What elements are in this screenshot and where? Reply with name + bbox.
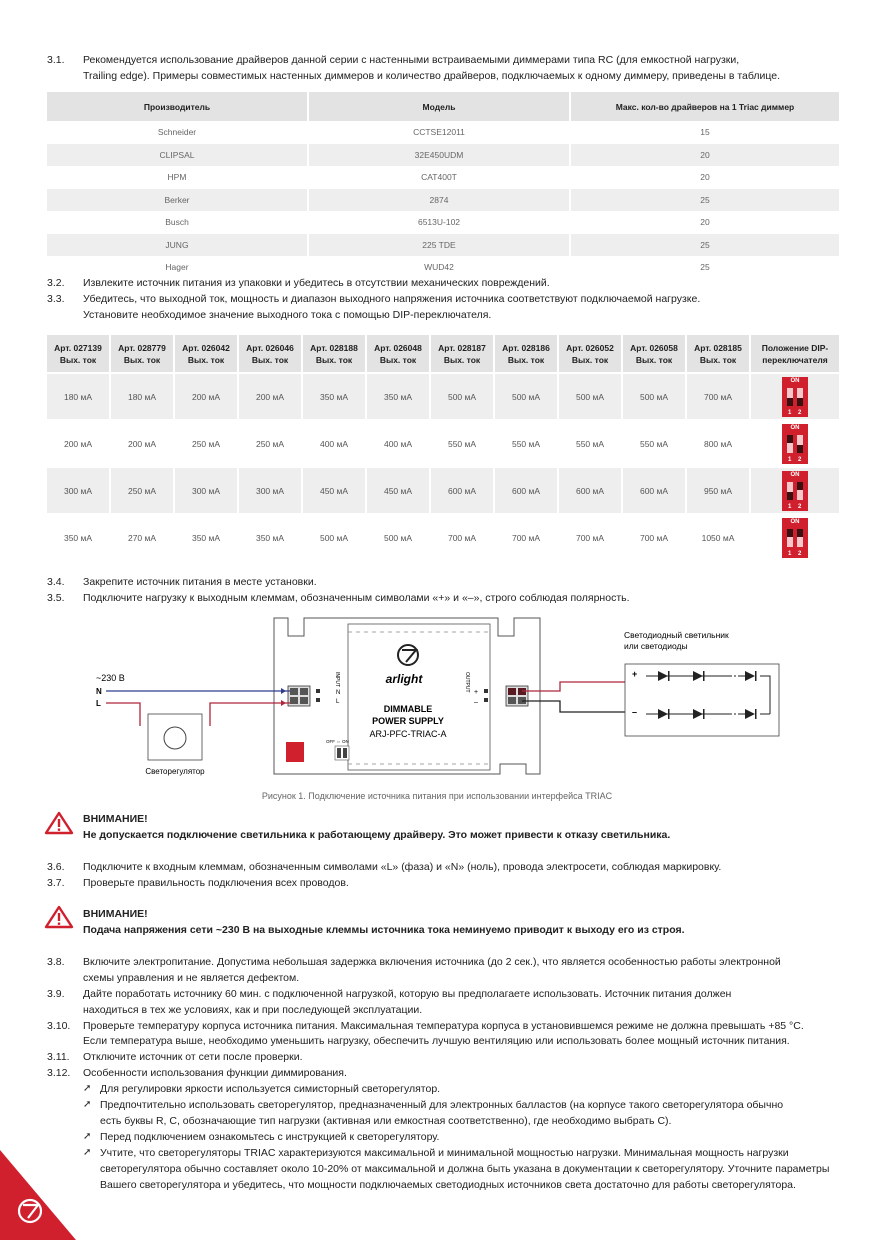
- table-cell: 20: [700, 172, 710, 183]
- table-cell: Schneider: [157, 127, 197, 138]
- section-number: 3.9.: [47, 988, 65, 1000]
- paragraph-line: Подключите нагрузку к выходным клеммам, обозначенным символами «+» и «–», строго соблюдая полярность.: [83, 592, 630, 604]
- table-cell: 200 мА: [239, 374, 301, 419]
- neutral-label: N: [96, 687, 102, 696]
- warning-title: ВНИМАНИЕ!: [83, 813, 148, 825]
- column-header-line: Арт. 026048: [374, 342, 422, 353]
- column-header: Модель: [309, 92, 569, 121]
- table-row: [47, 166, 839, 189]
- table-row: [47, 515, 839, 560]
- output-label: OUTPUT: [464, 672, 470, 693]
- table-cell: 350 мА: [303, 374, 365, 419]
- dip-position-cell: [751, 468, 839, 513]
- column-header-line: Арт. 026058: [630, 342, 678, 353]
- column-header-line: Вых. ток: [699, 354, 737, 365]
- dip-position-cell: [751, 515, 839, 560]
- warning-icon: [44, 905, 74, 929]
- table-row: [47, 374, 839, 419]
- table-cell: 6513U-102: [417, 217, 461, 228]
- table-cell: 350 мА: [191, 532, 221, 543]
- table-cell: 25: [571, 234, 839, 257]
- column-header-line: Вых. ток: [251, 354, 289, 365]
- dip-switch-icon: [782, 424, 808, 464]
- paragraph-line: Включите электропитание. Допустима небольшая задержка включения источника (до 2 сек.), что является особенностью работы электронной: [83, 956, 781, 968]
- paragraph-line: Если температура выше, необходимо уменьшить нагрузку, обеспечить лучшую вентиляцию или использовать более мощный источник питания.: [83, 1035, 790, 1047]
- table-cell: 550 мА: [575, 438, 605, 449]
- dimmer-compatibility-table: [45, 92, 841, 279]
- table-cell: 600 мА: [495, 468, 557, 513]
- column-header-line: Вых. ток: [571, 354, 609, 365]
- paragraph-line: Проверьте правильность подключения всех проводов.: [83, 877, 349, 889]
- table-cell: 500 мА: [623, 374, 685, 419]
- dip-switch-icon: [782, 471, 808, 511]
- warning-title: ВНИМАНИЕ!: [83, 908, 148, 920]
- table-cell: 200 мА: [175, 374, 237, 419]
- table-cell: 400 мА: [383, 438, 413, 449]
- dip-switch-icon: [782, 518, 808, 558]
- section-number: 3.2.: [47, 277, 65, 289]
- paragraph-line: Рекомендуется использование драйверов данной серии с настенными встраиваемыми диммерами типа RC (для емкостной нагрузки,: [83, 54, 740, 66]
- brand-label: arlight: [385, 672, 423, 686]
- table-cell: 950 мА: [687, 468, 749, 513]
- table-cell: 25: [571, 189, 839, 212]
- column-header: [431, 335, 493, 372]
- bullet-text: Перед подключением ознакомьтесь с инструкцией к светорегулятору.: [100, 1131, 440, 1143]
- input-l-label: L: [336, 699, 340, 705]
- section-number: 3.7.: [47, 877, 65, 889]
- column-header-line: Вых. ток: [507, 354, 545, 365]
- mains-label: ~230 В: [96, 673, 125, 683]
- column-header: [367, 335, 429, 372]
- dip-number: 2: [798, 550, 802, 557]
- paragraph-line: Закрепите источник питания в месте установки.: [83, 576, 317, 588]
- column-header-line: Арт. 028187: [438, 342, 486, 353]
- column-header-line: Вых. ток: [635, 354, 673, 365]
- table-cell: 20: [700, 217, 710, 228]
- table-cell: 350 мА: [367, 374, 429, 419]
- column-header-line: Вых. ток: [123, 354, 161, 365]
- dip-on-label: ON: [790, 471, 800, 478]
- column-header-line: Вых. ток: [59, 354, 97, 365]
- section-number: 3.8.: [47, 956, 65, 968]
- column-header-line: Арт. 026046: [246, 342, 294, 353]
- led-minus-label: –: [632, 707, 638, 717]
- section-number: 3.10.: [47, 1020, 71, 1032]
- table-cell: 300 мА: [47, 468, 109, 513]
- table-cell: 15: [700, 127, 710, 138]
- column-header: Производитель: [47, 92, 307, 121]
- column-header-line: Положение DIP-: [761, 342, 829, 353]
- table-cell: 200 мА: [127, 438, 157, 449]
- section-number: 3.6.: [47, 861, 65, 873]
- input-label: INPUT: [334, 672, 340, 687]
- paragraph-line: Извлеките источник питания из упаковки и убедитесь в отсутствии механических повреждений.: [83, 277, 550, 289]
- column-header-line: Арт. 026052: [566, 342, 614, 353]
- table-row: [47, 211, 839, 234]
- dip-switch-icon: [782, 377, 808, 417]
- table-cell: Busch: [165, 217, 189, 228]
- warning-icon: [44, 811, 74, 835]
- led-title: или светодиоды: [624, 641, 688, 651]
- dip-number: 1: [788, 550, 792, 557]
- column-header: [175, 335, 237, 372]
- column-header: [623, 335, 685, 372]
- paragraph-line: Убедитесь, что выходной ток, мощность и диапазон выходного напряжения источника соответствуют подключаемой нагрузке.: [83, 293, 701, 305]
- column-header: [111, 335, 173, 372]
- table-cell: 500 мА: [495, 374, 557, 419]
- paragraph-line: Установите необходимое значение выходного тока с помощью DIP-переключателя.: [83, 309, 492, 321]
- column-header-line: Арт. 026042: [182, 342, 230, 353]
- bullet-text: Учтите, что светорегуляторы TRIAC характеризуются максимальной и минимальной мощностью нагрузки. Минимальная мощность нагрузки: [100, 1147, 789, 1159]
- column-header: [47, 335, 109, 372]
- table-header-row: [47, 335, 839, 372]
- table-cell: 550 мА: [511, 438, 541, 449]
- device-title: POWER SUPPLY: [372, 716, 444, 726]
- table-cell: 250 мА: [111, 468, 173, 513]
- table-cell: 300 мА: [175, 468, 237, 513]
- column-header-line: переключателя: [762, 354, 828, 365]
- dip-number: 1: [788, 409, 792, 416]
- table-cell: Berker: [47, 189, 307, 212]
- table-cell: 700 мА: [687, 374, 749, 419]
- table-cell: 700 мА: [575, 532, 605, 543]
- table-cell: 25: [700, 262, 710, 273]
- column-header: [239, 335, 301, 372]
- paragraph-line: Trailing edge). Примеры совместимых настенных диммеров и количество драйверов, подключаемых к одному диммеру, приведены в таблице.: [83, 70, 781, 82]
- section-number: 3.12.: [47, 1067, 71, 1079]
- table-cell: 700 мА: [447, 532, 477, 543]
- table-row: [47, 234, 839, 257]
- bullet-text: Для регулировки яркости используется симисторный светорегулятор.: [100, 1083, 441, 1095]
- dip-off-on-label: OFF ⇔ ON: [326, 739, 349, 744]
- section-number: 3.4.: [47, 576, 65, 588]
- warning-text: Не допускается подключение светильника к работающему драйверу. Это может привести к отказу светильника.: [83, 829, 671, 841]
- table-cell: WUD42: [424, 262, 454, 273]
- table-cell: 500 мА: [559, 374, 621, 419]
- figure-caption: Рисунок 1. Подключение источника питания при использовании интерфейса TRIAC: [261, 791, 613, 801]
- table-cell: 600 мА: [623, 468, 685, 513]
- dip-number: 2: [798, 503, 802, 510]
- section-number: 3.3.: [47, 293, 65, 305]
- dip-on-label: ON: [790, 518, 800, 525]
- table-cell: 270 мА: [127, 532, 157, 543]
- dip-number: 1: [788, 503, 792, 510]
- bullet-text: есть буквы R, C, обозначающие тип нагрузки (активная или емкостная соответственно), где необходимо выбрать C).: [100, 1115, 672, 1127]
- column-header-line: Вых. ток: [315, 354, 353, 365]
- bullet-arrow-icon: ➚: [83, 1147, 92, 1158]
- output-plus-label: +: [474, 689, 479, 696]
- table-cell: 550 мА: [447, 438, 477, 449]
- column-header: [495, 335, 557, 372]
- column-header-line: Арт. 028186: [502, 342, 550, 353]
- bullet-text: светорегулятора обычно составляет около 10-20% от максимальной и должна быть указана в документации к светорегулятору. Уточните параметры: [100, 1163, 830, 1175]
- column-header-line: Арт. 028779: [118, 342, 166, 353]
- column-header-line: Арт. 028188: [310, 342, 358, 353]
- dimmer-label: Светорегулятор: [145, 767, 205, 776]
- table-cell: CAT400T: [421, 172, 457, 183]
- section-number: 3.1.: [47, 54, 65, 66]
- column-header-line: Вых. ток: [443, 354, 481, 365]
- column-header-line: Вых. ток: [187, 354, 225, 365]
- table-cell: 200 мА: [63, 438, 93, 449]
- line-label: L: [96, 699, 101, 708]
- dip-number: 1: [788, 456, 792, 463]
- device-title: DIMMABLE: [383, 704, 433, 714]
- bullet-text: Предпочтительно использовать светорегулятор, предназначенный для электронных балластов (на корпусе такого светорегулятора обычно: [100, 1099, 784, 1111]
- table-row: [47, 468, 839, 513]
- table-cell: 600 мА: [559, 468, 621, 513]
- table-cell: 450 мА: [367, 468, 429, 513]
- paragraph-line: схемы управления и не является дефектом.: [83, 972, 300, 984]
- table-cell: 250 мА: [191, 438, 221, 449]
- table-cell: 180 мА: [111, 374, 173, 419]
- table-cell: 700 мА: [639, 532, 669, 543]
- table-header-row: [47, 92, 839, 121]
- table-cell: 225 TDE: [309, 234, 569, 257]
- table-cell: 400 мА: [319, 438, 349, 449]
- table-cell: 250 мА: [255, 438, 285, 449]
- table-row: [47, 421, 839, 466]
- column-header-line: Вых. ток: [379, 354, 417, 365]
- dip-number: 2: [798, 456, 802, 463]
- table-cell: 600 мА: [431, 468, 493, 513]
- table-cell: 350 мА: [255, 532, 285, 543]
- input-n-label: N: [336, 690, 341, 696]
- table-cell: HPM: [167, 172, 187, 183]
- table-cell: 550 мА: [639, 438, 669, 449]
- table-cell: CCTSE12011: [413, 127, 465, 138]
- paragraph-line: Дайте поработать источнику 60 мин. с подключенной нагрузкой, которую вы предполагаете использовать. Источник питания должен: [83, 988, 732, 1000]
- bullet-arrow-icon: ➚: [83, 1083, 92, 1094]
- paragraph-line: Особенности использования функции диммирования.: [83, 1067, 347, 1079]
- paragraph-line: Подключите к входным клеммам, обозначенным символами «L» (фаза) и «N» (ноль), провода электросети, соблюдая маркировку.: [83, 861, 722, 873]
- dip-switch-icon: [286, 742, 304, 762]
- column-header: Макс. кол-во драйверов на 1 Triac диммер: [571, 92, 839, 121]
- section-number: 3.5.: [47, 592, 65, 604]
- device-model: ARJ-PFC-TRIAC-A: [369, 729, 447, 739]
- table-cell: 32E450UDM: [309, 144, 569, 167]
- table-cell: 800 мА: [703, 438, 733, 449]
- table-cell: 700 мА: [511, 532, 541, 543]
- bullet-arrow-icon: ➚: [83, 1099, 92, 1110]
- table-cell: 300 мА: [239, 468, 301, 513]
- table-cell: 20: [571, 144, 839, 167]
- dip-number: 2: [798, 409, 802, 416]
- table-cell: 2874: [309, 189, 569, 212]
- dip-on-label: ON: [790, 424, 800, 431]
- table-cell: JUNG: [47, 234, 307, 257]
- column-header: [687, 335, 749, 372]
- table-row: [47, 144, 839, 167]
- led-title: Светодиодный светильник: [624, 630, 729, 640]
- column-header: [559, 335, 621, 372]
- paragraph-line: Проверьте температуру корпуса источника питания. Максимальная температура корпуса в установившемся режиме не должна превышать +85 °С.: [83, 1020, 804, 1032]
- table-cell: 500 мА: [431, 374, 493, 419]
- output-minus-label: –: [474, 699, 478, 706]
- column-header: [303, 335, 365, 372]
- line-wire: [106, 703, 140, 726]
- column-header-line: Арт. 027139: [54, 342, 102, 353]
- table-cell: 1050 мА: [701, 532, 735, 543]
- arlight-corner-logo-icon: [0, 1150, 80, 1240]
- bullet-arrow-icon: ➚: [83, 1131, 92, 1142]
- table-cell: Hager: [165, 262, 189, 273]
- table-row: [47, 189, 839, 212]
- warning-text: Подача напряжения сети ~230 В на выходные клеммы источника тока неминуемо приводит к выходу его из строя.: [83, 924, 685, 936]
- dip-position-cell: [751, 374, 839, 419]
- dip-position-cell: [751, 421, 839, 466]
- column-header-line: Арт. 028185: [694, 342, 742, 353]
- paragraph-line: Отключите источник от сети после проверки.: [83, 1051, 303, 1063]
- table-row: [47, 121, 839, 144]
- wiring-diagram: [90, 614, 790, 790]
- section-number: 3.11.: [47, 1051, 70, 1063]
- led-plus-label: +: [632, 669, 638, 679]
- table-cell: 500 мА: [383, 532, 413, 543]
- bullet-text: Вашего светорегулятора и убедитесь, что мощности подключаемых светодиодных источников света достаточно для работы светорегулятора.: [100, 1179, 796, 1191]
- paragraph-line: находиться в тех же условиях, как и при последующей эксплуатации.: [83, 1004, 423, 1016]
- table-cell: CLIPSAL: [47, 144, 307, 167]
- table-cell: 180 мА: [47, 374, 109, 419]
- table-cell: 500 мА: [319, 532, 349, 543]
- dip-on-label: ON: [790, 377, 800, 384]
- dip-current-table: [45, 333, 841, 562]
- table-cell: 350 мА: [63, 532, 93, 543]
- column-header: [751, 335, 839, 372]
- table-cell: 450 мА: [303, 468, 365, 513]
